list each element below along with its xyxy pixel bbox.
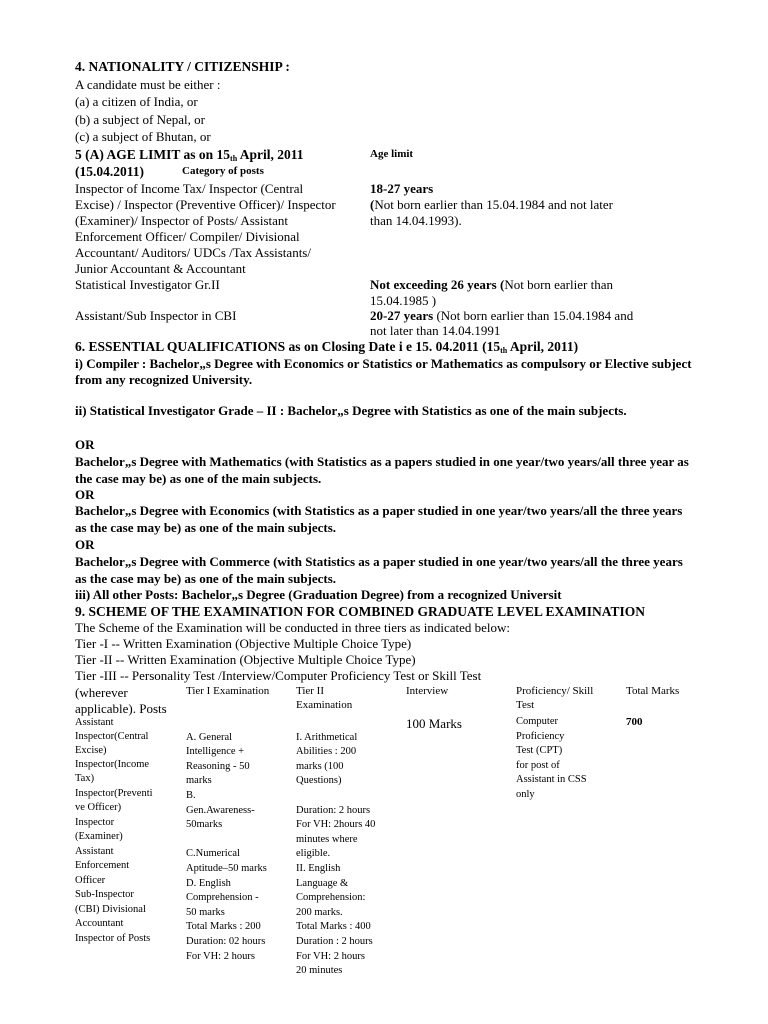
qualification-line: iii) All other Posts: Bachelor„s Degree (Graduation Degree) from a recognized Universit [75, 587, 562, 602]
tier1-detail: 50 marks [186, 907, 225, 918]
nationality-line: (b) a subject of Nepal, or [75, 112, 205, 127]
qualification-line: the case may be) as one of the main subjects. [75, 471, 322, 486]
tier2-detail: I. Arithmetical [296, 732, 358, 743]
tier2-detail: Abilities : 200 [296, 746, 357, 757]
tier1-detail: D. English [186, 878, 231, 889]
interview-marks: 100 Marks [406, 716, 462, 731]
post-name: Sub-Inspector [75, 889, 134, 900]
tier1-detail: marks [186, 775, 212, 786]
age-detail: than 14.04.1993). [370, 213, 462, 228]
col-header-posts: (wherever [75, 685, 128, 700]
post-name: Assistant [75, 717, 114, 728]
post-name: Assistant [75, 846, 114, 857]
tier2-detail: Comprehension: [296, 892, 366, 903]
qualification-line: Bachelor„s Degree with Mathematics (with Statistics as a papers studied in one year/two years/all three year as [75, 454, 689, 469]
age-detail: Not exceeding 26 years (Not born earlier than [370, 277, 613, 292]
post-category-line: Accountant/ Auditors/ UDCs /Tax Assistants/ [75, 245, 311, 260]
category-of-posts-label: Category of posts [182, 165, 264, 177]
post-name: ve Officer) [75, 802, 122, 813]
scheme-line: Tier -III -- Personality Test /Interview/Computer Proficiency Test or Skill Test [75, 668, 482, 683]
scheme-line: Tier -I -- Written Examination (Objective Multiple Choice Type) [75, 636, 412, 651]
post-name: Tax) [75, 773, 95, 784]
post-category-line: Junior Accountant & Accountant [75, 261, 246, 276]
tier2-detail: eligible. [296, 848, 331, 859]
post-category-line: (Examiner)/ Inspector of Posts/ Assistant [75, 213, 289, 228]
tier2-detail: 200 marks. [296, 907, 343, 918]
post-name: Excise) [75, 745, 107, 756]
tier2-detail: Language & [296, 878, 349, 889]
post-name: Enforcement [75, 860, 130, 871]
tier1-detail: Gen.Awareness- [186, 805, 255, 816]
qualification-line: Bachelor„s Degree with Commerce (with Statistics as a paper studied in one year/two years/all the three years [75, 554, 683, 569]
tier2-detail: II. English [296, 863, 341, 874]
age-detail: 20-27 years (Not born earlier than 15.04.1984 and [370, 308, 634, 323]
age-detail: (Not born earlier than 15.04.1984 and not later [370, 197, 613, 212]
tier2-detail: marks (100 [296, 761, 344, 772]
age-detail: not later than 14.04.1991 [370, 323, 501, 338]
tier2-detail: Questions) [296, 775, 342, 786]
tier1-detail: Reasoning - 50 [186, 761, 250, 772]
qualification-line: OR [75, 487, 95, 502]
qualification-line: OR [75, 437, 95, 452]
scheme-line: Tier -II -- Written Examination (Objective Multiple Choice Type) [75, 652, 416, 667]
tier2-detail: For VH: 2 hours [296, 951, 365, 962]
tier1-detail: B. [186, 790, 196, 801]
post-name: Accountant [75, 918, 124, 929]
nationality-line: (a) a citizen of India, or [75, 94, 198, 109]
post-name: Inspector(Preventi [75, 788, 153, 799]
col-header-skill: Proficiency/ Skill [516, 685, 594, 697]
tier2-detail: Total Marks : 400 [296, 921, 371, 932]
tier2-detail: Duration : 2 hours [296, 936, 373, 947]
col-header-tier2: Examination [296, 699, 353, 711]
scheme-heading: 9. SCHEME OF THE EXAMINATION FOR COMBINED GRADUATE LEVEL EXAMINATION [75, 604, 646, 619]
post-name: Inspector(Income [75, 759, 150, 770]
tier1-detail: Duration: 02 hours [186, 936, 266, 947]
post-name: Inspector(Central [75, 731, 149, 742]
col-header-posts: applicable). Posts [75, 701, 167, 716]
post-name: (Examiner) [75, 831, 123, 842]
tier2-detail: minutes where [296, 834, 358, 845]
skill-test-detail: for post of [516, 760, 560, 771]
post-category-line: Excise) / Inspector (Preventive Officer)/ Inspector [75, 197, 336, 212]
col-header-tier1: Tier I Examination [186, 685, 270, 697]
qualification-line: as the case may be) as one of the main subjects. [75, 520, 337, 535]
tier1-detail: Aptitude–50 marks [186, 863, 267, 874]
post-name: Officer [75, 875, 106, 886]
qualification-line: as the case may be) as one of the main subjects. [75, 571, 337, 586]
nationality-line: (c) a subject of Bhutan, or [75, 129, 211, 144]
skill-test-detail: Assistant in CSS [516, 774, 587, 785]
tier2-detail: For VH: 2hours 40 [296, 819, 376, 830]
tier1-detail: Intelligence + [186, 746, 245, 757]
tier2-detail: 20 minutes [296, 965, 343, 976]
qualification-line: ii) Statistical Investigator Grade – II : Bachelor„s Degree with Statistics as one of the main subjects. [75, 403, 627, 418]
qualification-line: i) Compiler : Bachelor„s Degree with Economics or Statistics or Mathematics as compulsory or Elective subject [75, 356, 692, 371]
nationality-heading: 4. NATIONALITY / CITIZENSHIP : [75, 59, 290, 74]
col-header-interview: Interview [406, 685, 449, 697]
qualifications-heading: 6. ESSENTIAL QUALIFICATIONS as on Closing Date i e 15. 04.2011 ($15_{th}$ April, 2011) [75, 339, 579, 355]
qualification-line: OR [75, 537, 95, 552]
age-limit-heading: 5 (A) AGE LIMIT as on $15_{th}$ April, 2011 [75, 147, 304, 163]
post-name: (CBI) Divisional [75, 904, 146, 915]
nationality-line: A candidate must be either : [75, 77, 221, 92]
skill-test-detail: Computer [516, 716, 558, 727]
age-limit-column-label: Age limit [370, 148, 414, 160]
qualification-line: from any recognized University. [75, 372, 253, 387]
post-category-line: Assistant/Sub Inspector in CBI [75, 308, 237, 323]
tier1-detail: For VH: 2 hours [186, 951, 255, 962]
tier1-detail: C.Numerical [186, 848, 240, 859]
qualification-line: Bachelor„s Degree with Economics (with Statistics as a paper studied in one year/two years/all the three years [75, 503, 683, 518]
post-name: Inspector of Posts [75, 933, 151, 944]
scheme-line: The Scheme of the Examination will be conducted in three tiers as indicated below: [75, 620, 510, 635]
post-name: Inspector [75, 817, 115, 828]
col-header-total: Total Marks [626, 685, 680, 697]
skill-test-detail: Proficiency [516, 731, 565, 742]
post-category-line: Enforcement Officer/ Compiler/ Divisional [75, 229, 300, 244]
post-category-line: Statistical Investigator Gr.II [75, 277, 220, 292]
col-header-skill: Test [516, 699, 535, 711]
col-header-tier2: Tier II [296, 685, 325, 697]
skill-test-detail: only [516, 789, 535, 800]
tier1-detail: 50marks [186, 819, 223, 830]
age-range: 18-27 years [370, 181, 434, 196]
tier2-detail: Duration: 2 hours [296, 805, 371, 816]
tier1-detail: Comprehension - [186, 892, 259, 903]
tier1-detail: Total Marks : 200 [186, 921, 261, 932]
post-category-line: Inspector of Income Tax/ Inspector (Central [75, 181, 304, 196]
skill-test-detail: Test (CPT) [516, 745, 563, 756]
total-marks: 700 [626, 716, 643, 728]
tier1-detail: A. General [186, 732, 233, 743]
age-limit-date: (15.04.2011) [75, 164, 144, 179]
age-detail: 15.04.1985 ) [370, 293, 437, 308]
